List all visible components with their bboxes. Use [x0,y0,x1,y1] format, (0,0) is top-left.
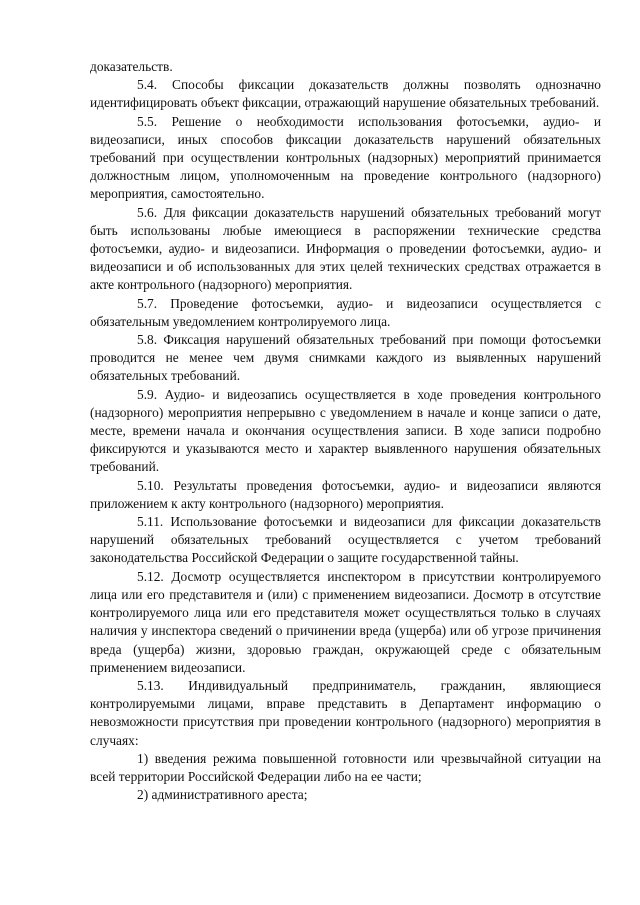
paragraph-5-9: 5.9. Аудио- и видеозапись осуществляется в ходе проведения контрольного (надзорного) мероприятия непрерывно с уведомлением в начале и конце записи о дате, месте, времени начала и окончания осуществления записи. В ходе записи подробно фиксируются и указываются место и характер выявленного нарушения обязательных требований. [90,386,601,475]
document-page [90,58,601,804]
paragraph-5-12: 5.12. Досмотр осуществляется инспектором в присутствии контролируемого лица или его представителя и (или) с применением видеозаписи. Досмотр в отсутствие контролируемого лица или его представителя может осуществляться только в случаях наличия у инспектора сведений о причинении вреда (ущерба) или об угрозе причинения вреда (ущерба) жизни, здоровью граждан, окружающей среде с обязательным применением видеозаписи. [90,568,601,675]
paragraph-5-6: 5.6. Для фиксации доказательств нарушений обязательных требований могут быть использованы любые имеющиеся в распоряжении технические средства фотосъемки, аудио- и видеозаписи. Информация о проведении фотосъемки, аудио- и видеозаписи и об использованных для этих целей технических средствах отражается в акте контрольного (надзорного) мероприятия. [90,204,601,293]
paragraph-5-13: 5.13. Индивидуальный предприниматель, гражданин, являющиеся контролируемыми лицами, вправе представить в Департамент информацию о невозможности присутствия при проведении контрольного (надзорного) мероприятия в случаях: [90,677,601,748]
paragraph-5-10: 5.10. Результаты проведения фотосъемки, аудио- и видеозаписи являются приложением к акту контрольного (надзорного) мероприятия. [90,477,601,511]
paragraph-5-5: 5.5. Решение о необходимости использования фотосъемки, аудио- и видеозаписи, иных способов фиксации доказательств нарушений обязательных требований при осуществлении контрольных (надзорных) мероприятий принимается должностным лицом, уполномоченным на проведение контрольного (надзорного) мероприятия, самостоятельно. [90,113,601,202]
paragraph-continuation: доказательств. [90,59,173,74]
paragraph-5-7: 5.7. Проведение фотосъемки, аудио- и видеозаписи осуществляется с обязательным уведомлением контролируемого лица. [90,295,601,329]
list-item-1: 1) введения режима повышенной готовности или чрезвычайной ситуации на всей территории Российской Федерации либо на ее части; [90,750,601,784]
list-item-2: 2) административного ареста; [137,787,308,803]
paragraph-5-8: 5.8. Фиксация нарушений обязательных требований при помощи фотосъемки проводится не менее чем двумя снимками каждого из выявленных нарушений обязательных требований. [90,332,601,384]
paragraph-5-4: 5.4. Способы фиксации доказательств должны позволять однозначно идентифицировать объект фиксации, отражающий нарушение обязательных требований. [90,77,601,111]
paragraph-5-11: 5.11. Использование фотосъемки и видеозаписи для фиксации доказательств нарушений обязательных требований осуществляется с учетом требований законодательства Российской Федерации о защите государственной тайны. [90,514,601,566]
